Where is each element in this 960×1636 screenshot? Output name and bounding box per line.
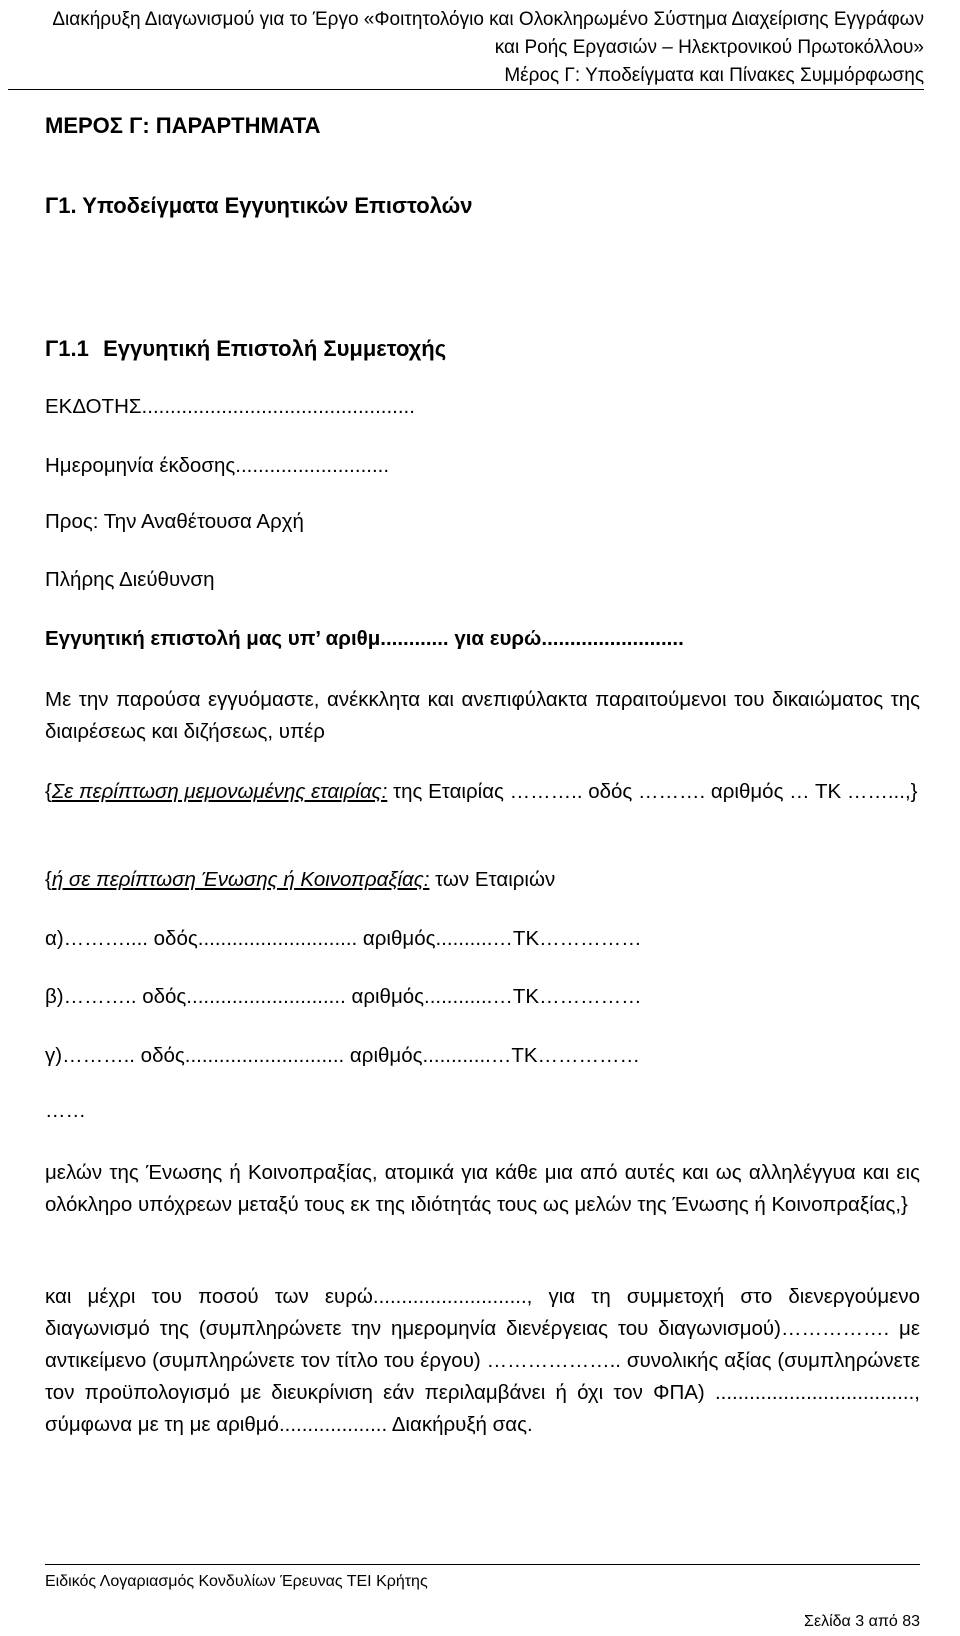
- section-g11-heading: [45, 336, 920, 362]
- issue-date-line: Ημερομηνία έκδοσης...........................: [45, 454, 390, 477]
- header-line-3: Μέρος Γ: Υποδείγματα και Πίνακες Συμμόρφωσης: [504, 65, 924, 86]
- consortium-label: ή σε περίπτωση Ένωσης ή Κοινοπραξίας:: [51, 868, 430, 891]
- member-line: α)……….... οδός............................ αριθμός..........…ΤΚ……………: [45, 927, 642, 950]
- members-paragraph: μελών της Ένωσης ή Κοινοπραξίας, ατομικά για κάθε μια από αυτές και ως αλληλέγγυα και εις ολόκληρο υπόχρεων μεταξύ τους εκ της ιδιότητάς τους ως μελών της Ένωσης ή Κοινοπραξίας,}: [45, 1161, 920, 1216]
- part-title: ΜΕΡΟΣ Γ: ΠΑΡΑΡΤΗΜΑΤΑ: [45, 113, 321, 138]
- consortium-text: των Εταιριών: [429, 868, 556, 891]
- footer-divider: [45, 1564, 920, 1565]
- section-g11-number: Γ1.1: [45, 336, 89, 361]
- footer-organization: Ειδικός Λογαριασμός Κονδυλίων Έρευνας ΤΕΙ Κρήτης: [45, 1573, 428, 1590]
- page-header: [0, 6, 924, 90]
- recipient-line: Προς: Την Αναθέτουσα Αρχή: [45, 510, 304, 533]
- intro-paragraph: Με την παρούσα εγγυόμαστε, ανέκκλητα και ανεπιφύλακτα παραιτούμενοι του δικαιώματος της διαιρέσεως και διζήσεως, υπέρ: [45, 688, 920, 743]
- single-company-label: Σε περίπτωση μεμονωμένης εταιρίας:: [51, 780, 388, 803]
- ellipsis-line: ……: [45, 1099, 86, 1122]
- guarantee-number-line: Εγγυητική επιστολή μας υπ’ αριθμ............ για ευρώ.........................: [45, 627, 684, 650]
- single-company-paragraph: [45, 776, 920, 808]
- page-number: Σελίδα 3 από 83: [804, 1613, 920, 1630]
- header-line-1: Διακήρυξη Διαγωνισμού για το Έργο «Φοιτητολόγιο και Ολοκληρωμένο Σύστημα Διαχείρισης Εγγράφων: [52, 9, 924, 30]
- amount-paragraph: και μέχρι του ποσού των ευρώ..........................., για τη συμμετοχή στο διενεργούμενο διαγωνισμό της (συμπληρώνετε την ημερομηνία διενέργειας του διαγωνισμού)……………. με αντικείμενο (συμπληρώνετε τον τίτλο του έργου) ……………….. συνολικής αξίας (συμπληρώνετε τον προϋπολογισμό με διευκρίνιση εάν περιλαμβάνει ή όχι τον ΦΠΑ) ..................................., σύμφωνα με τη με αριθμό................... Διακήρυξή σας.: [45, 1285, 920, 1436]
- section-g1-title: Γ1. Υποδείγματα Εγγυητικών Επιστολών: [45, 193, 473, 218]
- single-company-text: της Εταιρίας ……….. οδός ………. αριθμός … ΤΚ ……...,}: [387, 780, 918, 803]
- consortium-brace: {: [45, 868, 52, 891]
- section-g11-title: Εγγυητική Επιστολή Συμμετοχής: [103, 336, 447, 361]
- consortium-paragraph: [45, 866, 920, 894]
- full-address-line: Πλήρης Διεύθυνση: [45, 568, 215, 591]
- header-divider: [8, 89, 924, 90]
- single-company-brace: {: [45, 780, 52, 803]
- member-line: γ)……….. οδός............................ αριθμός............…ΤΚ……………: [45, 1044, 641, 1067]
- issuer-line: ΕΚΔΟΤΗΣ................................................: [45, 395, 415, 418]
- member-line: β)……….. οδός............................ αριθμός............…ΤΚ……………: [45, 985, 642, 1008]
- header-line-2: και Ροής Εργασιών – Ηλεκτρονικού Πρωτοκόλλου»: [494, 37, 924, 58]
